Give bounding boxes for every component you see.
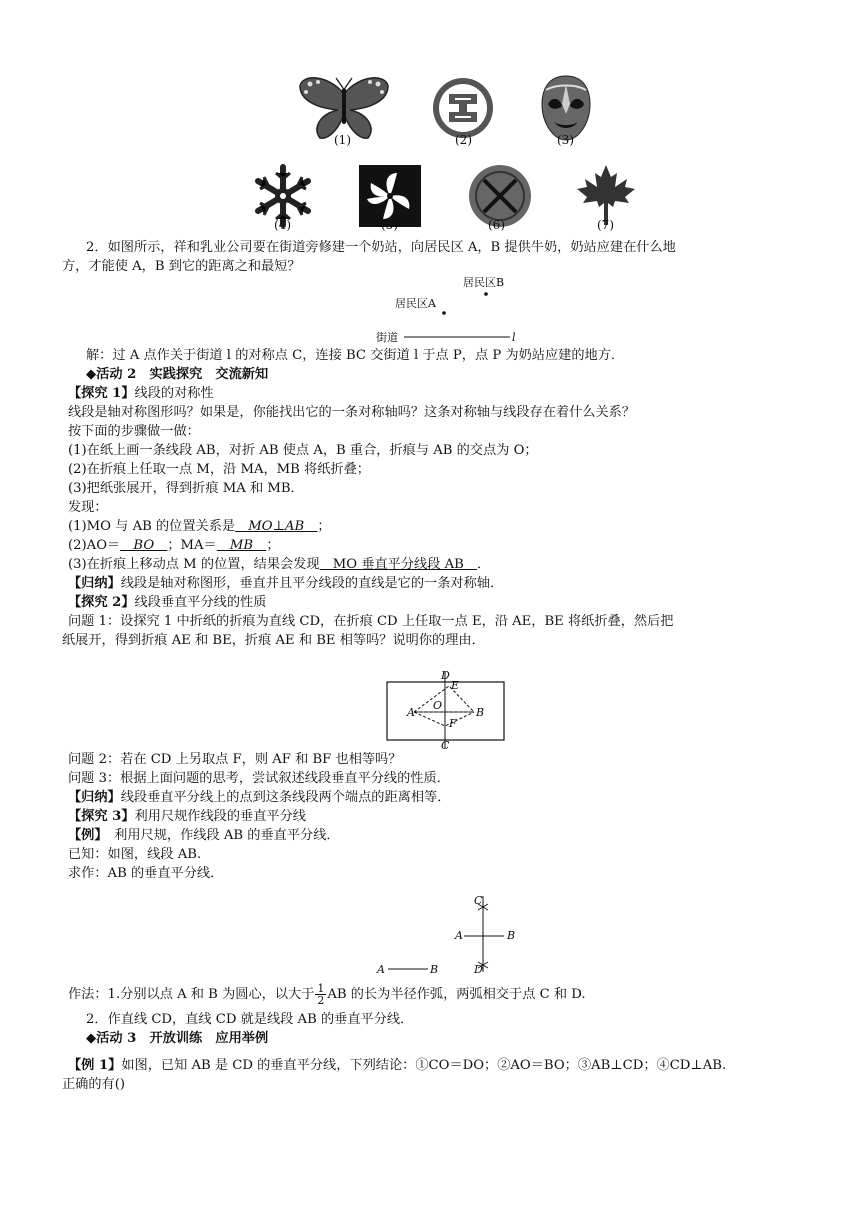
street-label: 街道	[376, 331, 398, 344]
construct-label-a: A	[455, 929, 463, 942]
explore3-tag: 【探究 3】	[68, 809, 135, 824]
figure-caption-4: (4)	[274, 218, 291, 232]
explore1-question: 线段是轴对称图形吗？如果是，你能找出它的一条对称轴吗？这条对称轴与线段存在着什么关系？	[68, 405, 636, 420]
q2-line2: 方，才能使 A，B 到它的距离之和最短？	[62, 259, 301, 274]
fold-label-c: C	[441, 739, 450, 752]
fold-label-e: E	[451, 679, 460, 692]
finding-1-text: (1)MO 与 AB 的位置关系是	[68, 519, 236, 534]
segment-label-b: B	[430, 963, 439, 976]
explore3-heading	[68, 808, 306, 826]
example1-line1	[68, 1057, 726, 1075]
find-line: 求作：AB 的垂直平分线．	[68, 866, 224, 881]
bank-logo-figure	[431, 76, 495, 140]
problem-1-line1: 问题 1：设探究 1 中折纸的折痕为直线 CD，在折痕 CD 上任取一点 E，沿 AE，BE 将纸折叠，然后把	[68, 614, 674, 629]
discover-label: 发现：	[68, 500, 108, 515]
summary-2-tag: 【归纳】	[68, 790, 121, 805]
fold-label-o: O	[433, 699, 443, 712]
figure-caption-6: (6)	[488, 218, 505, 232]
method-step-1	[68, 983, 586, 1006]
example-tag: 【例】	[68, 828, 101, 843]
finding-2-answer-1: BO	[120, 538, 168, 553]
explore3-title: 利用尺规作线段的垂直平分线	[134, 809, 306, 824]
finding-2	[68, 537, 280, 555]
finding-1-answer: MO⊥AB	[235, 519, 318, 534]
finding-1	[68, 518, 331, 536]
explore2-heading	[68, 594, 266, 612]
finding-2-end: ；	[266, 538, 280, 553]
construction-diagram	[372, 890, 522, 980]
steps-intro: 按下面的步骤做一做：	[68, 424, 200, 439]
fold-label-a: A	[407, 706, 415, 719]
fold-label-d: D	[441, 669, 450, 682]
finding-2-mid: ；MA＝	[167, 538, 217, 553]
q2-solution: 解：过 A 点作关于街道 l 的对称点 C，连接 BC 交街道 l 于点 P，点 P 为奶站应建的地方．	[86, 348, 625, 363]
finding-3-answer: MO 垂直平分线段 AB	[319, 557, 477, 572]
example1-tag: 【例 1】	[68, 1058, 122, 1073]
problem-3: 问题 3：根据上面问题的思考，尝试叙述线段垂直平分线的性质．	[68, 771, 450, 786]
figure-caption-5: (5)	[381, 218, 398, 232]
method-step-1-post: AB 的长为半径作弧，两弧相交于点 C 和 D.	[327, 987, 586, 1002]
explore1-tag: 【探究 1】	[68, 386, 135, 401]
finding-3-text: (3)在折痕上移动点 M 的位置，结果会发现	[68, 557, 320, 572]
fold-diagram	[386, 670, 506, 750]
figure-caption-7: (7)	[597, 218, 614, 232]
example1-line2: 正确的有()	[62, 1077, 126, 1092]
finding-3	[68, 556, 490, 574]
resident-a-label: 居民区A	[395, 297, 436, 310]
construct-label-d: D	[474, 963, 483, 976]
summary-2-text: 线段垂直平分线上的点到这条线段两个端点的距离相等．	[120, 790, 451, 805]
example-text: 利用尺规，作线段 AB 的垂直平分线．	[100, 828, 340, 843]
summary-2	[68, 789, 450, 807]
given-line: 已知：如图，线段 AB.	[68, 847, 202, 862]
opera-mask-figure	[538, 74, 594, 142]
construct-label-c: C	[474, 894, 483, 907]
fraction-numerator: 1	[317, 982, 325, 995]
step-1: (1)在纸上画一条线段 AB，对折 AB 使点 A，B 重合，折痕与 AB 的交点为 O；	[68, 443, 538, 458]
finding-1-end: ；	[317, 519, 331, 534]
fraction-denominator: 2	[317, 994, 325, 1007]
q2-line1: 2．如图所示，祥和乳业公司要在街道旁修建一个奶站，向居民区 A，B 提供牛奶，奶站应建在什么地	[86, 240, 676, 255]
one-half-fraction	[315, 983, 326, 1006]
explore1-title: 线段的对称性	[134, 386, 214, 401]
explore1-heading	[68, 385, 214, 403]
method-step-2: 2．作直线 CD，直线 CD 就是线段 AB 的垂直平分线．	[86, 1012, 414, 1027]
step-3: (3)把纸张展开，得到折痕 MA 和 MB．	[68, 481, 304, 496]
example1-text: 如图，已知 AB 是 CD 的垂直平分线，下列结论：①CO＝DO；②AO＝BO；③AB⊥CD；④CD⊥AB.	[121, 1058, 727, 1073]
summary-1-tag: 【归纳】	[68, 576, 121, 591]
fold-label-b: B	[476, 706, 485, 719]
explore2-title: 线段垂直平分线的性质	[134, 595, 267, 610]
finding-3-end: ．	[477, 557, 491, 572]
activity2-title: ◆活动 2 实践探究 交流新知	[86, 367, 269, 382]
segment-label-a: A	[377, 963, 385, 976]
figure-caption-1: (1)	[334, 133, 351, 147]
figure-caption-3: (3)	[557, 133, 574, 147]
figure-caption-2: (2)	[455, 133, 472, 147]
example-line	[68, 827, 340, 845]
activity3-title: ◆活动 3 开放训练 应用举例	[86, 1031, 269, 1046]
finding-2-text: (2)AO＝	[68, 538, 121, 553]
resident-b-label: 居民区B	[463, 276, 505, 289]
butterfly-figure	[298, 74, 390, 142]
street-l-label: l	[512, 331, 516, 344]
problem-1-line2: 纸展开，得到折痕 AE 和 BE，折痕 AE 和 BE 相等吗？说明你的理由．	[62, 633, 485, 648]
summary-1-text: 线段是轴对称图形，垂直并且平分线段的直线是它的一条对称轴．	[120, 576, 504, 591]
summary-1	[68, 575, 503, 593]
fold-label-f: F	[449, 717, 457, 730]
explore2-tag: 【探究 2】	[68, 595, 135, 610]
construct-label-b: B	[507, 929, 516, 942]
method-step-1-pre: 作法：1.分别以点 A 和 B 为圆心，以大于	[68, 987, 315, 1002]
step-2: (2)在折痕上任取一点 M，沿 MA，MB 将纸折叠；	[68, 462, 370, 477]
finding-2-answer-2: MB	[216, 538, 267, 553]
problem-2: 问题 2：若在 CD 上另取点 F，则 AF 和 BF 也相等吗？	[68, 752, 402, 767]
